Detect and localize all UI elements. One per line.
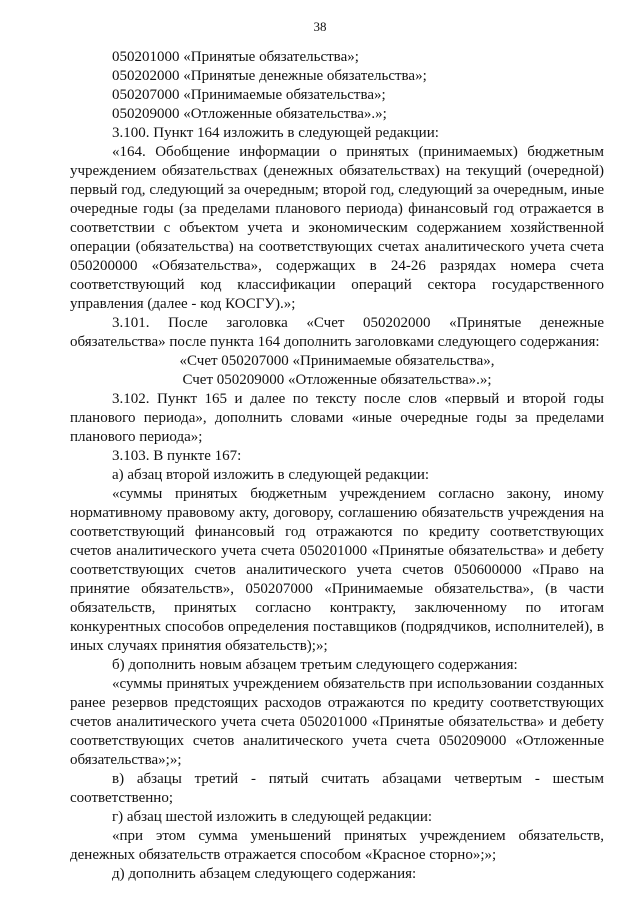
page-number: 38	[313, 19, 327, 34]
paragraph: 3.101. После заголовка «Счет 050202000 «Принятые денежные обязательства» после пункта 164 дополнить заголовками следующего содержания:	[70, 315, 604, 350]
paragraph: д) дополнить абзацем следующего содержания:	[112, 866, 417, 882]
paragraph: 050201000 «Принятые обязательства»;	[112, 49, 359, 65]
paragraph: «суммы принятых учреждением обязательств при использовании созданных ранее резервов предстоящих расходов отражаются по кредиту соответствующих счетов аналитического учета счета 050201000 «Принятые обязательства» и дебету соответствующих счетов аналитического учета счета 050209000 «Отложенные обязательства»;»;	[70, 676, 604, 768]
heading-line: Счет 050209000 «Отложенные обязательства».»;	[182, 372, 492, 388]
paragraph: «при этом сумма уменьшений принятых учреждением обязательств, денежных обязательств отражается способом «Красное сторно»;»;	[70, 828, 604, 863]
paragraph: г) абзац шестой изложить в следующей редакции:	[112, 809, 433, 825]
paragraph: «суммы принятых бюджетным учреждением согласно закону, иному нормативному правовому акту, договору, соглашению обязательств учреждения на соответствующий финансовый год отражаются по кредиту соответствующих счетов аналитического учета счета 050201000 «Принятые обязательства» и дебету соответствующих счетов аналитического учета счетов 050600000 «Право на принятие обязательств», 050207000 «Принимаемые обязательства», (в части обязательств, принятых согласно контракту, заключенному по итогам конкурентных способов определения поставщиков (подрядчиков, исполнителей), в иных случаях принятия обязательств);»;	[70, 486, 604, 654]
paragraph: в) абзацы третий - пятый считать абзацами четвертым - шестым соответственно;	[70, 771, 604, 806]
paragraph: б) дополнить новым абзацем третьим следующего содержания:	[112, 657, 518, 673]
paragraph: а) абзац второй изложить в следующей редакции:	[112, 467, 430, 483]
paragraph: 050209000 «Отложенные обязательства».»;	[112, 106, 387, 122]
heading-line: «Счет 050207000 «Принимаемые обязательства»,	[179, 353, 495, 369]
paragraph: «164. Обобщение информации о принятых (принимаемых) бюджетным учреждением обязательствах (денежных обязательствах) на текущий (очередной) первый год, следующий за очередным; второй год, следующий за очередным, иные очередные годы (за пределами планового периода) финансовый год отражается в соответствии с объектом учета и экономическим содержанием хозяйственной операции (обязательства) на соответствующих счетах аналитического учета счета 050200000 «Обязательства», содержащих в 24-26 разрядах номера счета соответствующий код классификации операций сектора государственного управления (далее - код КОСГУ).»;	[70, 144, 604, 312]
paragraph: 3.102. Пункт 165 и далее по тексту после слов «первый и второй годы планового периода», дополнить словами «иные очередные годы за пределами планового периода»;	[70, 391, 604, 445]
paragraph: 3.103. В пункте 167:	[112, 448, 242, 464]
paragraph: 3.100. Пункт 164 изложить в следующей редакции:	[112, 125, 439, 141]
paragraph: 050202000 «Принятые денежные обязательства»;	[112, 68, 427, 84]
document-body	[70, 48, 604, 884]
paragraph: 050207000 «Принимаемые обязательства»;	[112, 87, 386, 103]
